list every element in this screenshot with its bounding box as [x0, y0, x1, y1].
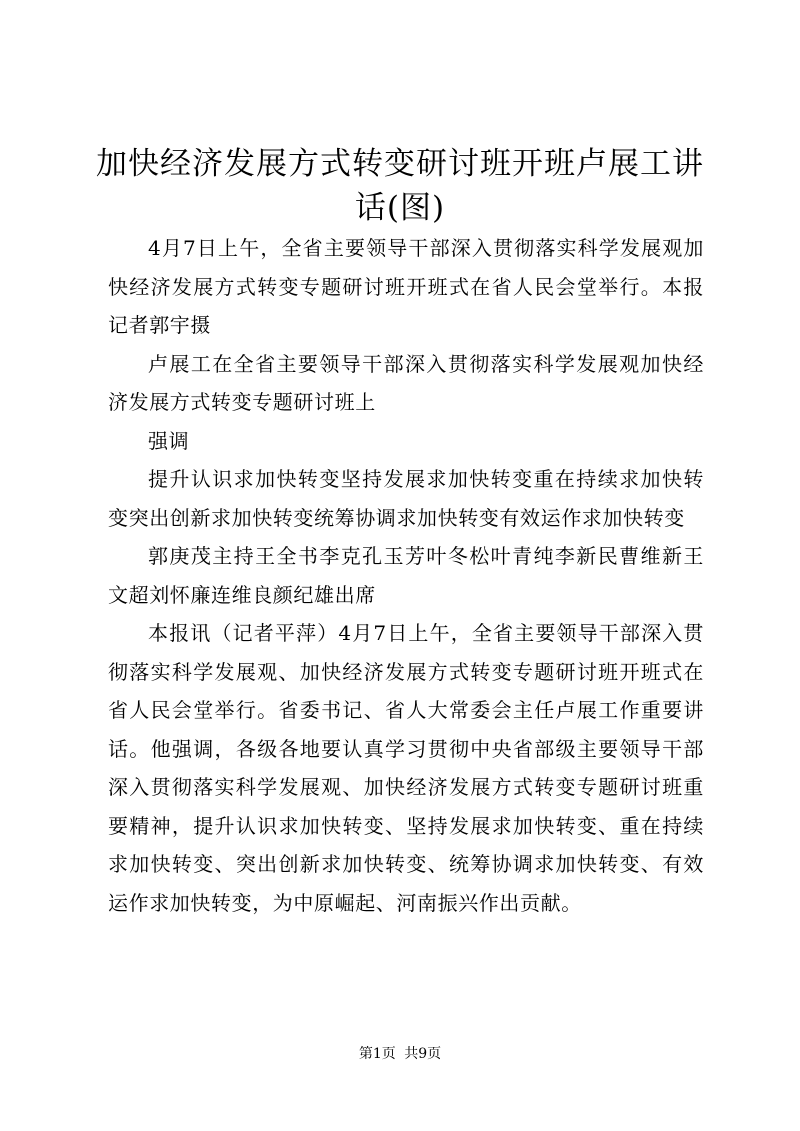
paragraph-subheading: 卢展工在全省主要领导干部深入贯彻落实科学发展观加快经济发展方式转变专题研讨班上 [108, 351, 704, 414]
page-number: 第1页 [358, 1046, 396, 1062]
page-footer [0, 1044, 800, 1064]
paragraph-key-points: 提升认识求加快转变坚持发展求加快转变重在持续求加快转变突出创新求加快转变统筹协调求加快转变有效运作求加快转变 [108, 467, 704, 530]
document-body [108, 229, 704, 922]
paragraph-main-report: 本报讯（记者平萍）4月7日上午，全省主要领导干部深入贯彻落实科学发展观、加快经济发展方式转变专题研讨班开班式在省人民会堂举行。省委书记、省人大常委会主任卢展工作重要讲话。他强调，各级各地要认真学习贯彻中央省部级主要领导干部深入贯彻落实科学发展观、加快经济发展方式转变专题研讨班重要精神，提升认识求加快转变、坚持发展求加快转变、重在持续求加快转变、突出创新求加快转变、统筹协调求加快转变、有效运作求加快转变，为中原崛起、河南振兴作出贡献。 [108, 621, 704, 915]
paragraph-photo-caption: 4月7日上午，全省主要领导干部深入贯彻落实科学发展观加快经济发展方式转变专题研讨班开班式在省人民会堂举行。本报记者郭宇摄 [108, 236, 704, 337]
paragraph-emphasis: 强调 [148, 428, 190, 453]
page-total: 共9页 [404, 1046, 442, 1062]
document-title: 加快经济发展方式转变研讨班开班卢展工讲话(图) [96, 146, 704, 226]
paragraph-attendees: 郭庚茂主持王全书李克孔玉芳叶冬松叶青纯李新民曹维新王文超刘怀廉连维良颜纪雄出席 [108, 544, 704, 607]
